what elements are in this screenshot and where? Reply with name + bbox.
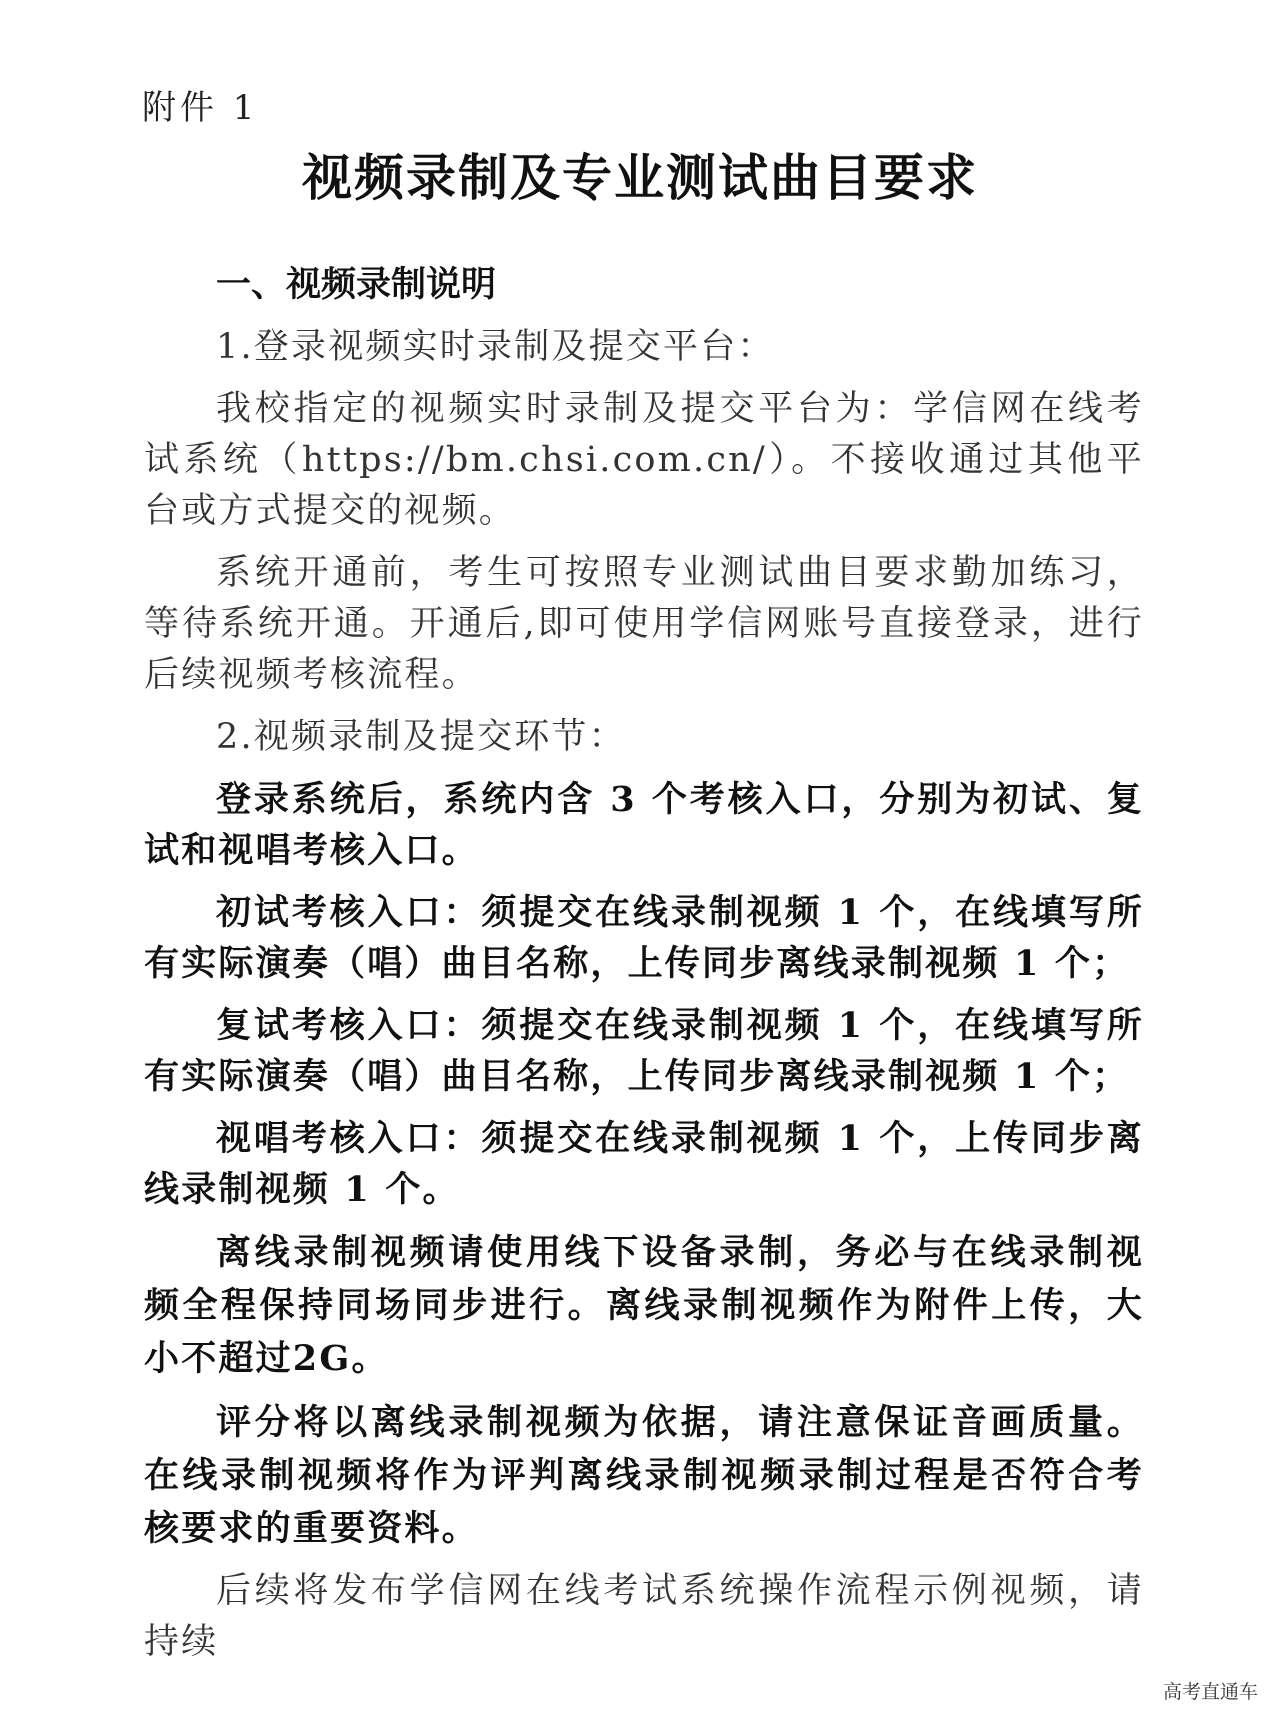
paragraph-sight-singing: 视唱考核入口：须提交在线录制视频 1 个，上传同步离线录制视频 1 个。 — [144, 1118, 1144, 1210]
paragraph-platform: 我校指定的视频实时录制及提交平台为：学信网在线考试系统（https://bm.chsi.com.cn/）。不接收通过其他平台或方式提交的视频。 — [144, 389, 1144, 531]
paragraph-offline-recording: 离线录制视频请使用线下设备录制，务必与在线录制视频全程保持同场同步进行。离线录制视频作为附件上传，大小不超过2G。 — [144, 1232, 1144, 1379]
paragraph-entrances: 登录系统后，系统内含 3 个考核入口，分别为初试、复试和视唱考核入口。 — [144, 779, 1144, 871]
document-title: 视频录制及专业测试曲目要求 — [302, 148, 978, 207]
section-heading: 一、视频录制说明 — [216, 264, 497, 305]
watermark-text: 高考直通车 — [1159, 1675, 1262, 1706]
paragraph-follow-up: 后续将发布学信网在线考试系统操作流程示例视频，请持续 — [144, 1571, 1144, 1662]
paragraph-scoring: 评分将以离线录制视频为依据，请注意保证音画质量。在线录制视频将作为评判离线录制视频录制过程是否符合考核要求的重要资料。 — [144, 1402, 1144, 1549]
paragraph-preliminary: 初试考核入口：须提交在线录制视频 1 个，在线填写所有实际演奏（唱）曲目名称，上传同步离线录制视频 1 个； — [144, 892, 1144, 984]
paragraph-second-round: 复试考核入口：须提交在线录制视频 1 个，在线填写所有实际演奏（唱）曲目名称，上传同步离线录制视频 1 个； — [144, 1005, 1144, 1097]
document-body — [144, 260, 1144, 1679]
attachment-label: 附件 1 — [142, 88, 259, 128]
paragraph-step-2-title: 2.视频录制及提交环节： — [216, 717, 626, 757]
paragraph-step-1-title: 1.登录视频实时录制及提交平台： — [216, 327, 775, 367]
paragraph-system-opening: 系统开通前，考生可按照专业测试曲目要求勤加练习，等待系统开通。开通后,即可使用学信网账号直接登录，进行后续视频考核流程。 — [144, 553, 1144, 695]
